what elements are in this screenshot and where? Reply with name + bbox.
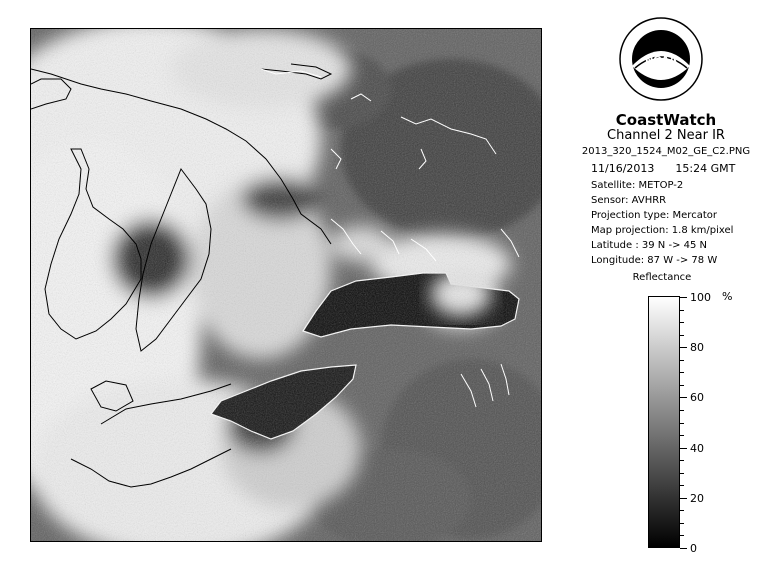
meta-sensor xyxy=(591,195,666,206)
colorbar-tick xyxy=(680,473,684,474)
meta-satellite xyxy=(591,180,683,191)
colorbar-tick-label: 100 xyxy=(690,291,711,304)
colorbar-tick xyxy=(680,523,684,524)
colorbar-tick xyxy=(680,485,684,486)
colorbar-axis xyxy=(680,291,740,555)
colorbar-tick-label: 40 xyxy=(690,441,704,455)
colorbar-tick xyxy=(680,510,684,511)
acquisition-date: 11/16/2013 xyxy=(591,162,655,175)
meta-longitude xyxy=(591,255,717,266)
colorbar-tick xyxy=(680,535,684,536)
image-texture xyxy=(31,29,542,542)
meta-value: 39 N -> 45 N xyxy=(641,240,708,251)
colorbar-tick xyxy=(680,423,684,424)
colorbar-tick xyxy=(680,385,684,386)
meta-value: 87 W -> 78 W xyxy=(647,255,718,266)
product-title: CoastWatch xyxy=(615,111,717,129)
meta-map-projection xyxy=(591,225,733,236)
meta-value: Mercator xyxy=(672,210,717,221)
channel-subtitle: Channel 2 Near IR xyxy=(607,128,725,143)
meta-latitude xyxy=(591,240,707,251)
colorbar-tick xyxy=(680,410,684,411)
noaa-logo xyxy=(618,16,704,102)
colorbar-tick xyxy=(680,310,684,311)
colorbar-tick xyxy=(680,548,687,549)
meta-label: Longitude: xyxy=(591,255,645,266)
colorbar-tick xyxy=(680,498,687,499)
colorbar-tick xyxy=(680,372,684,373)
colorbar-tick xyxy=(680,322,684,323)
colorbar-tick xyxy=(680,297,687,298)
colorbar-tick-label: 80 xyxy=(690,341,704,355)
meta-label: Latitude : xyxy=(591,240,639,251)
meta-projection-type xyxy=(591,210,717,221)
colorbar-tick xyxy=(680,435,684,436)
colorbar-tick xyxy=(680,360,684,361)
acquisition-datetime xyxy=(591,162,771,175)
meta-label: Map projection: xyxy=(591,225,669,236)
colorbar-tick-label: 0 xyxy=(690,542,697,555)
colorbar-tick xyxy=(680,460,684,461)
colorbar-tick xyxy=(680,347,687,348)
meta-value: AVHRR xyxy=(631,195,667,206)
satellite-image-panel xyxy=(30,28,542,542)
acquisition-time: 15:24 GMT xyxy=(675,162,736,175)
colorbar-tick xyxy=(680,397,687,398)
image-filename: 2013_320_1524_M02_GE_C2.PNG xyxy=(581,146,751,157)
meta-label: Sensor: xyxy=(591,195,629,206)
logo-text: NOAA xyxy=(644,55,678,66)
satellite-map-svg xyxy=(31,29,542,542)
colorbar-tick xyxy=(680,448,687,449)
meta-value: 1.8 km/pixel xyxy=(671,225,734,236)
meta-label: Projection type: xyxy=(591,210,670,221)
colorbar-label: Reflectance xyxy=(632,272,692,283)
colorbar-tick xyxy=(680,335,684,336)
colorbar-unit: % xyxy=(722,290,733,303)
colorbar-tick-label: 20 xyxy=(690,491,704,505)
reflectance-colorbar xyxy=(648,296,680,548)
colorbar-tick-label: 60 xyxy=(690,391,704,405)
meta-value: METOP-2 xyxy=(638,180,684,191)
meta-label: Satellite: xyxy=(591,180,636,191)
